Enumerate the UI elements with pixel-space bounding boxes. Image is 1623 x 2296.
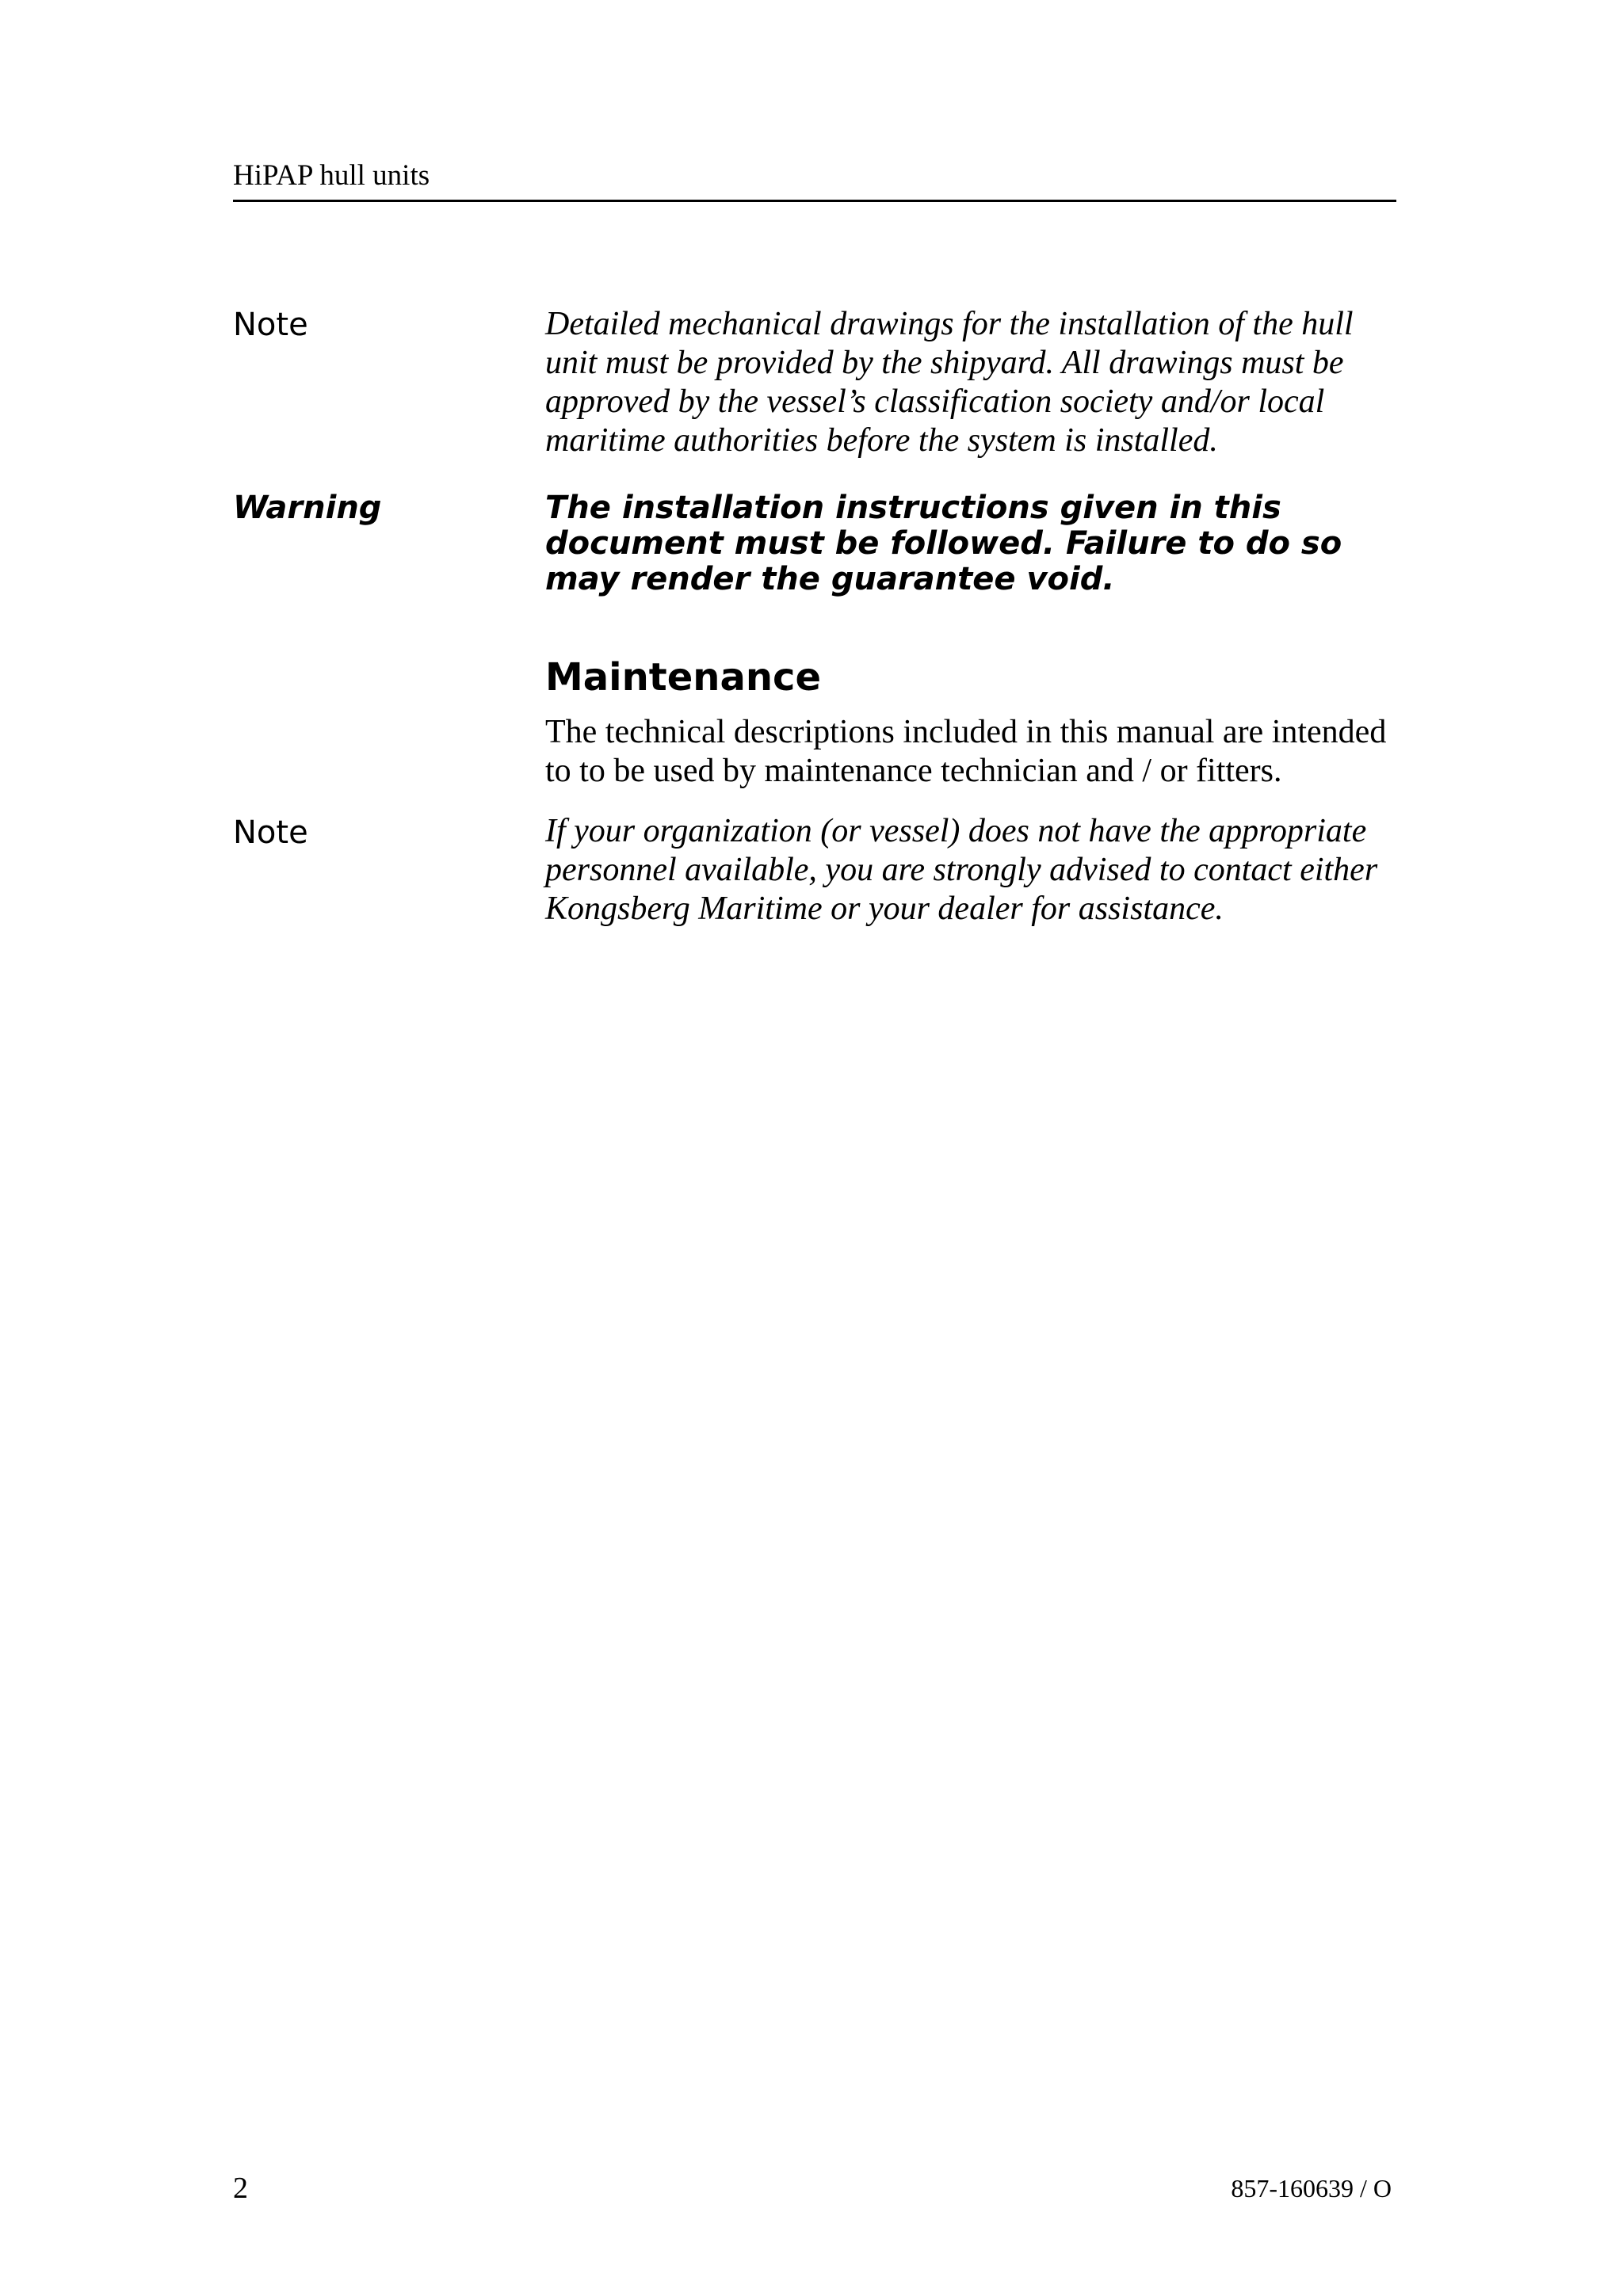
- header-divider: [233, 200, 1396, 202]
- section-heading-maintenance: Maintenance: [545, 655, 822, 700]
- warning-text: The installation instructions given in this document must be followed. Failure to do so may render the guarantee void.: [545, 490, 1342, 597]
- warning-label: Warning: [233, 490, 382, 526]
- note-text-drawings: Detailed mechanical drawings for the installation of the hull unit must be provided by the shipyard. All drawings must be approved by the vessel’s classification society and/or local maritime authorities before the system is installed.: [545, 306, 1354, 459]
- running-header-title: HiPAP hull units: [233, 159, 430, 192]
- note-label: Note: [233, 307, 308, 343]
- document-number: 857-160639 / O: [1231, 2174, 1392, 2203]
- maintenance-paragraph: The technical descriptions included in this manual are intended to to be used by maintenance technician and / or fitters.: [545, 714, 1387, 789]
- note-text-assistance: If your organization (or vessel) does not have the appropriate personnel available, you are strongly advised to contact either Kongsberg Maritime or your dealer for assistance.: [545, 813, 1378, 927]
- note-label: Note: [233, 814, 308, 851]
- page-number: 2: [233, 2172, 248, 2205]
